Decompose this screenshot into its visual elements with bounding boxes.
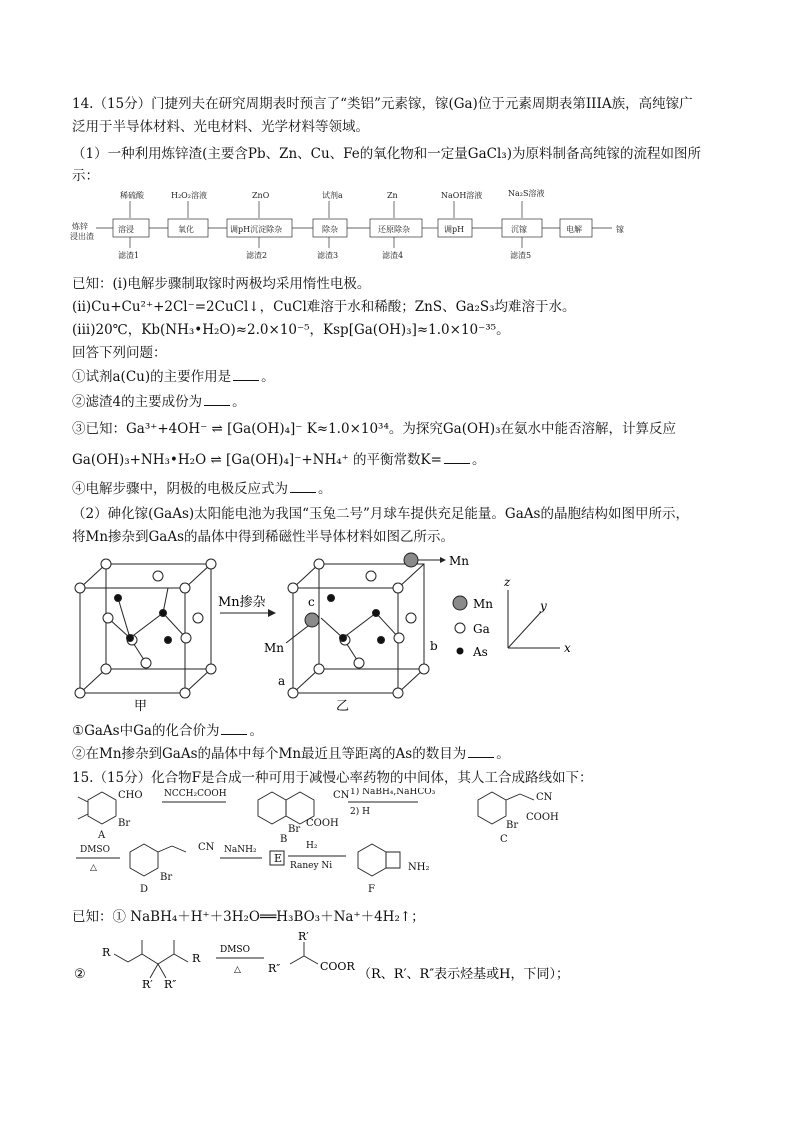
known2-note: （R、R′、R″表示烃基或H，下同）；	[358, 967, 570, 982]
group-br: Br	[160, 872, 173, 883]
flow-step: 还原除杂	[378, 225, 410, 234]
reagent-4: NaNH₂	[224, 845, 257, 855]
known2-r-prime: R′	[142, 978, 153, 991]
question-3-cont: Ga(OH)₃+NH₃•H₂O ⇌ [Ga(OH)₄]⁻+NH₄⁺ 的平衡常数K= 。	[72, 452, 486, 468]
question-b2: ②在Mn掺杂到GaAs的晶体中每个Mn最近且等距离的As的数目为 。	[72, 746, 510, 762]
reagent-2a: 1) NaBH₄,NaHCO₃	[350, 788, 436, 797]
q14-part2-cont: 将Mn掺杂到GaAs的晶体中得到稀磁性半导体材料如图乙所示。	[72, 529, 455, 545]
q14-part1-cont: 示：	[72, 168, 99, 184]
flow-step: 沉镓	[511, 225, 527, 234]
process-flowchart	[68, 188, 728, 268]
group-cooh: COOH	[526, 812, 559, 823]
group-cn: CN	[333, 790, 350, 801]
known2-r-dprime: R″	[164, 978, 177, 991]
answer-blank[interactable]	[444, 451, 470, 464]
axis-z: z	[504, 575, 511, 589]
flow-reagent: Zn	[387, 191, 398, 200]
q14-intro-cont: 泛用于半导体材料、光电材料、光学材料等领域。	[72, 119, 369, 135]
answer-prompt: 回答下列问题：	[72, 345, 167, 361]
legend-mn-marker	[453, 596, 467, 610]
flow-reagent: 稀硫酸	[120, 191, 144, 200]
question-4: ④电解步骤中，阴极的电极反应式为 。	[72, 481, 332, 497]
q14-part1: （1）一种利用炼锌渣(主要含Pb、Zn、Cu、Fe的氧化物和一定量GaCl₃)为原料制备高纯镓的流程如图所	[72, 146, 701, 162]
crystal-structure-figure	[68, 548, 728, 713]
flow-residue: 滤渣2	[246, 251, 268, 260]
atoms-yi	[288, 553, 429, 698]
reagent-5b: Raney Ni	[290, 861, 333, 871]
mn-top-arrow-head	[440, 557, 446, 563]
group-br: Br	[288, 824, 301, 835]
known2-heat: △	[234, 965, 241, 975]
flow-step: 除杂	[322, 225, 338, 234]
label-D: D	[140, 884, 149, 895]
q14-intro: 14.（15分）门捷列夫在研究周期表时预言了“类铝”元素镓，镓(Ga)位于元素周期表第IIIA族，高纯镓广	[72, 96, 693, 112]
group-cho: CHO	[118, 790, 143, 801]
reagent-5a: H₂	[306, 841, 318, 851]
label-b: b	[430, 639, 438, 653]
intermediate-E: E	[274, 852, 283, 865]
doping-arrow-label: Mn掺杂	[218, 595, 266, 610]
answer-blank[interactable]	[204, 393, 230, 406]
legend-as: As	[473, 645, 488, 659]
flow-reagent: H₂O₂溶液	[171, 191, 207, 200]
q15-known-1: 已知：① NaBH₄＋H⁺＋3H₂O══H₃BO₃＋Na⁺＋4H₂↑；	[72, 909, 425, 925]
group-cn: CN	[536, 792, 553, 803]
known-3: (iii)20℃，Kb(NH₃•H₂O)≈2.0×10⁻⁵，Ksp[Ga(OH)₃]≈1.0×10⁻³⁵。	[72, 322, 510, 338]
label-A: A	[98, 830, 106, 841]
label-yi: 乙	[336, 699, 350, 713]
answer-blank[interactable]	[221, 722, 247, 735]
flow-step: 电解	[566, 225, 582, 234]
doping-arrow-head	[268, 609, 276, 617]
flow-residue: 滤渣1	[118, 251, 140, 260]
cube-jia	[80, 564, 211, 693]
question-1: ①试剂a(Cu)的主要作用是 。	[72, 369, 275, 385]
answer-blank[interactable]	[290, 480, 316, 493]
legend-mn: Mn	[473, 597, 494, 611]
label-F: F	[368, 884, 375, 895]
reagent-3-heat: △	[90, 863, 97, 873]
known2-prod-coor: COOR	[320, 960, 355, 973]
group-br: Br	[506, 820, 519, 831]
answer-blank[interactable]	[468, 745, 494, 758]
reagent-1: NCCH₂COOH	[164, 789, 227, 799]
flow-step: 调pH	[444, 225, 465, 234]
known2-condition: DMSO	[220, 945, 250, 955]
question-3: ③已知：Ga³⁺+4OH⁻ ⇌ [Ga(OH)₄]⁻ K≈1.0×10³⁴。为探究Ga(OH)₃在氨水中能否溶解，计算反应	[72, 421, 676, 437]
flow-reagent: NaOH溶液	[441, 191, 483, 200]
flow-step: 镓	[616, 225, 624, 234]
q15-intro: 15.（15分）化合物F是合成一种可用于减慢心率药物的中间体，其人工合成路线如下：	[72, 770, 593, 786]
flow-residue: 滤渣4	[382, 251, 404, 260]
flow-start-line1: 炼锌	[72, 222, 88, 231]
mn-left-label: Mn	[264, 641, 285, 655]
known2-r-right: R	[192, 952, 201, 965]
group-cooh: COOH	[306, 818, 339, 829]
flow-residue: 滤渣5	[510, 251, 532, 260]
flow-reagent: 试剂a	[322, 191, 343, 200]
q14-part2: （2）砷化镓(GaAs)太阳能电池为我国“玉兔二号”月球车提供充足能量。GaAs的晶胞结构如图甲所示，	[72, 506, 689, 522]
known-1: 已知：(i)电解步骤制取镓时两极均采用惰性电极。	[72, 276, 371, 292]
label-a: a	[278, 674, 286, 688]
known2-prod-r-dprime: R″	[268, 962, 281, 975]
legend-ga: Ga	[473, 622, 490, 636]
flow-reagent: ZnO	[252, 191, 270, 200]
axis-x: x	[564, 641, 571, 655]
question-2: ②滤渣4的主要成份为 。	[72, 394, 246, 410]
question-b1: ①GaAs中Ga的化合价为 。	[72, 723, 263, 739]
atoms-jia	[75, 559, 216, 698]
mn-top-label: Mn	[449, 554, 470, 568]
group-cn: CN	[198, 842, 215, 853]
mn-left-arrow	[286, 626, 308, 643]
coordinate-axes	[508, 590, 560, 648]
group-br: Br	[118, 818, 131, 829]
flow-step: 调pH沉淀除杂	[230, 225, 283, 234]
label-C: C	[500, 834, 508, 845]
known-reaction-2	[68, 928, 628, 998]
known2-prod-r-prime: R′	[298, 930, 309, 943]
label-c: c	[308, 595, 315, 609]
flow-residue: 滤渣3	[317, 251, 339, 260]
legend-ga-marker	[455, 623, 465, 633]
flow-step: 氧化	[178, 225, 194, 234]
label-jia: 甲	[134, 699, 148, 713]
label-B: B	[280, 834, 288, 845]
known2-r-left: R	[102, 946, 111, 959]
cube-yi	[293, 564, 424, 693]
legend-as-marker	[457, 648, 464, 655]
reagent-2b: 2) H	[350, 807, 370, 817]
axis-y: y	[540, 599, 547, 613]
flow-step: 溶浸	[118, 225, 134, 234]
known2-number: ②	[74, 967, 86, 982]
known-2: (ii)Cu+Cu²⁺+2Cl⁻=2CuCl↓，CuCl难溶于水和稀酸；ZnS、Ga₂S₃均难溶于水。	[72, 299, 576, 315]
reagent-3: DMSO	[80, 845, 110, 855]
answer-blank[interactable]	[233, 368, 259, 381]
flow-reagent: Na₂S溶液	[508, 189, 545, 198]
group-nh2: NH₂	[408, 862, 430, 873]
synthesis-route	[68, 788, 728, 903]
flow-start-line2: 浸出渣	[70, 232, 94, 241]
